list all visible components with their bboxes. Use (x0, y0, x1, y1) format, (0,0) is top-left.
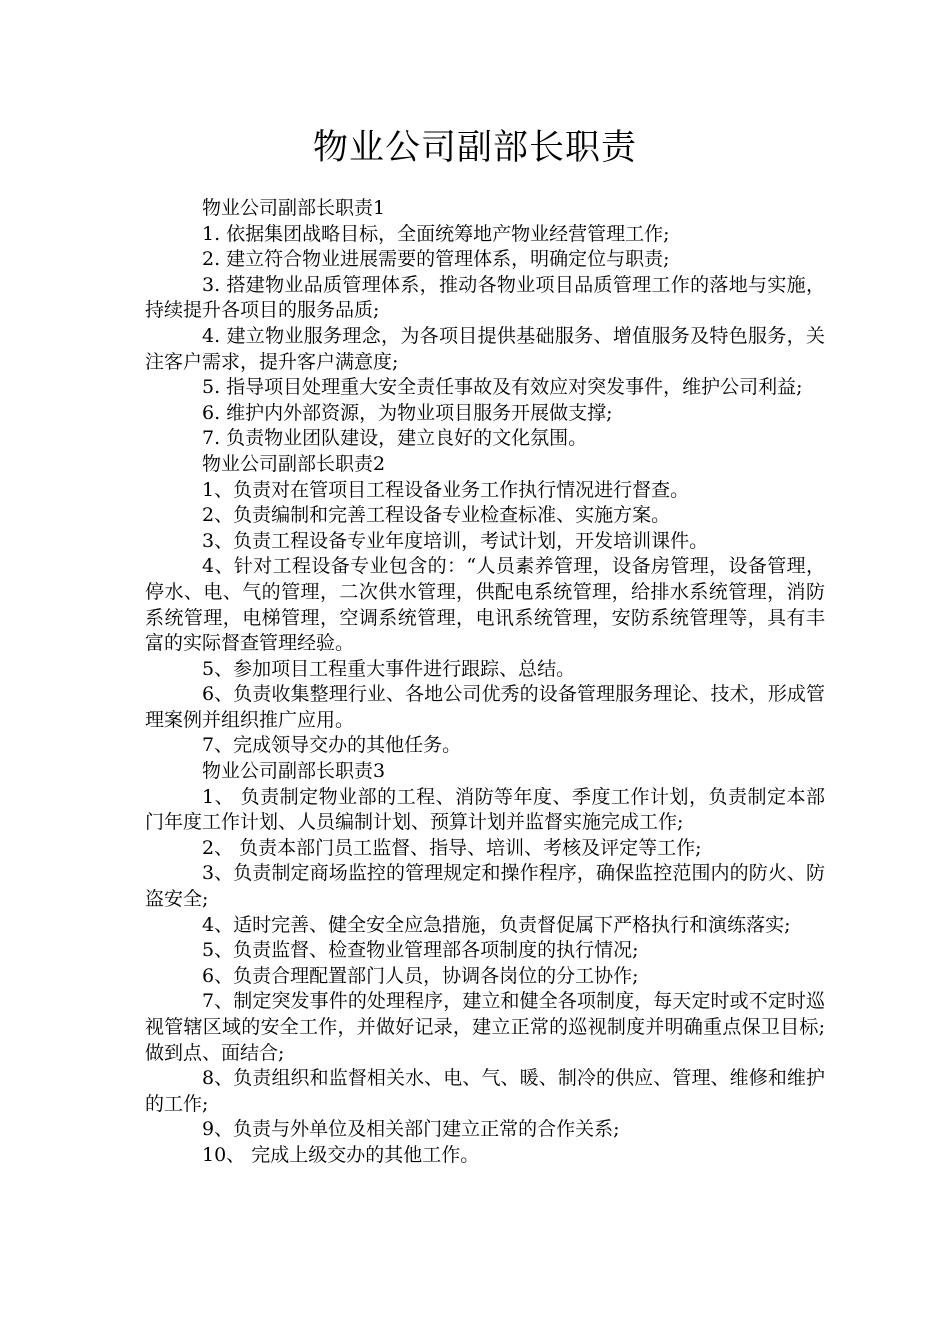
section-heading: 物业公司副部长职责1 (202, 197, 386, 219)
list-item: 5、负责监督、检查物业管理部各项制度的执行情况; (202, 939, 639, 962)
list-item: 2. 建立符合物业进展需要的管理体系，明确定位与职责; (202, 248, 670, 271)
document-body (145, 196, 825, 1169)
list-item: 3. 搭建物业品质管理体系，推动各物业项目品质管理工作的落地与实施，持续提升各项目的服务品质; (145, 273, 825, 322)
section-heading: 物业公司副部长职责2 (202, 452, 386, 475)
section-heading: 物业公司副部长职责3 (202, 760, 386, 783)
list-item: 4、适时完善、健全安全应急措施，负责督促属下严格执行和演练落实; (202, 913, 791, 936)
list-item: 1、负责对在管项目工程设备业务工作执行情况进行督查。 (202, 478, 690, 501)
list-item: 2、 负责本部门员工监督、指导、培训、考核及评定等工作; (202, 836, 702, 859)
list-item: 3、负责工程设备专业年度培训，考试计划，开发培训课件。 (202, 529, 709, 552)
list-item: 1、 负责制定物业部的工程、消防等年度、季度工作计划，负责制定本部门年度工作计划、人员编制计划、预算计划并监督实施完成工作; (145, 785, 825, 834)
document-title: 物业公司副部长职责 (312, 128, 637, 168)
list-item: 1. 依据集团战略目标，全面统筹地产物业经营管理工作; (202, 222, 670, 245)
list-item: 7、完成领导交办的其他任务。 (202, 734, 462, 757)
list-item: 8、负责组织和监督相关水、电、气、暖、制冷的供应、管理、维修和维护的工作; (145, 1067, 825, 1115)
list-item: 6、负责合理配置部门人员，协调各岗位的分工协作; (202, 964, 639, 987)
list-item: 5、参加项目工程重大事件进行跟踪、总结。 (202, 657, 576, 680)
list-item: 3、负责制定商场监控的管理规定和操作程序，确保监控范围内的防火、防盗安全; (145, 862, 825, 911)
list-item: 2、负责编制和完善工程设备专业检查标准、实施方案。 (202, 504, 671, 527)
list-item: 9、负责与外单位及相关部门建立正常的合作关系; (202, 1118, 620, 1141)
list-item: 4. 建立物业服务理念，为各项目提供基础服务、增值服务及特色服务，关注客户需求，提升客户满意度; (145, 324, 825, 373)
list-item: 6、负责收集整理行业、各地公司优秀的设备管理服务理论、技术，形成管理案例并组织推广应用。 (145, 683, 825, 731)
list-item: 5. 指导项目处理重大安全责任事故及有效应对突发事件，维护公司利益; (202, 376, 803, 399)
list-item: 10、 完成上级交办的其他工作。 (202, 1143, 480, 1166)
list-item: 4、针对工程设备专业包含的：“人员素养管理，设备房管理，设备管理，停水、电、气的管理，二次供水管理，供配电系统管理，给排水系统管理，消防系统管理，电梯管理，空调系统管理，电讯系统管理，安防系统管理等，具有丰富的实际督查管理经验。 (145, 555, 825, 655)
list-item: 7、制定突发事件的处理程序，建立和健全各项制度，每天定时或不定时巡视管辖区域的安全工作，并做好记录，建立正常的巡视制度并明确重点保卫目标;做到点、面结合; (145, 990, 825, 1064)
list-item: 6. 维护内外部资源，为物业项目服务开展做支撑; (202, 401, 613, 424)
list-item: 7. 负责物业团队建设，建立良好的文化氛围。 (202, 427, 588, 450)
